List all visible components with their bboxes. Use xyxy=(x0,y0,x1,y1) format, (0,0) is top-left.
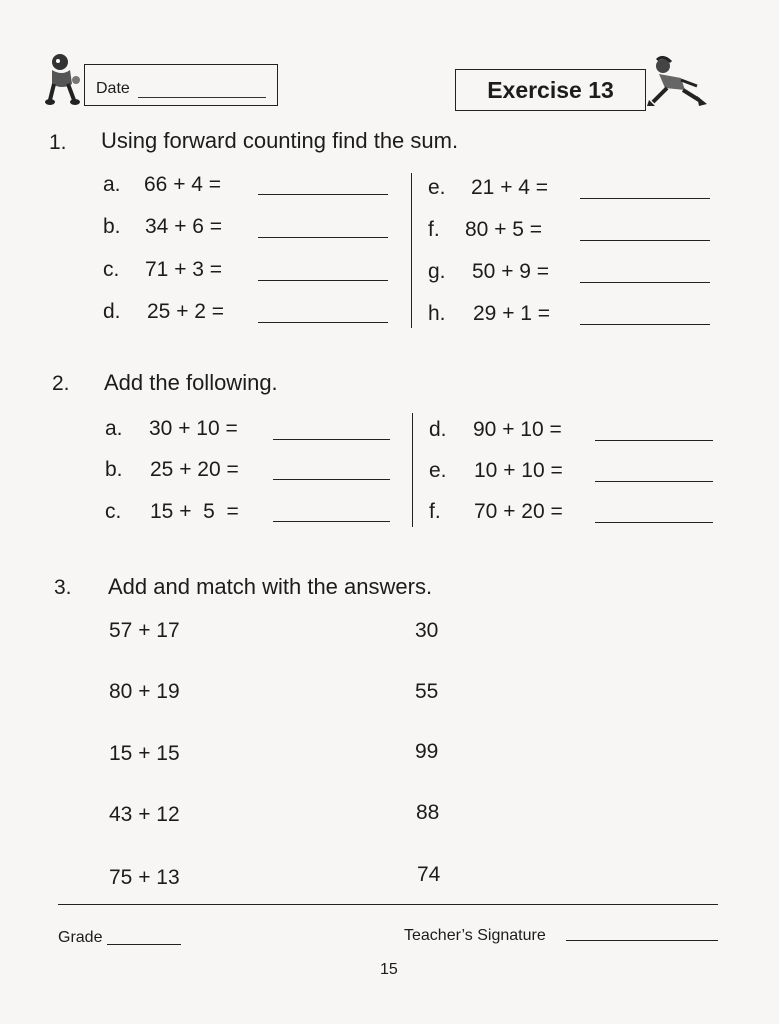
footer-divider xyxy=(58,904,718,905)
q2-letter-d: d. xyxy=(429,418,447,441)
q3-sum-3[interactable]: 15 + 15 xyxy=(109,742,180,765)
q2-answer-a[interactable] xyxy=(273,439,390,440)
page-number: 15 xyxy=(380,961,398,978)
q3-title: Add and match with the answers. xyxy=(108,574,433,599)
grade-label: Grade xyxy=(58,929,103,946)
q1-answer-c[interactable] xyxy=(258,280,388,281)
q1-number: 1. xyxy=(49,131,67,154)
q2-expr-a: 30 + 10 = xyxy=(149,417,238,440)
q1-letter-c: c. xyxy=(103,258,120,281)
q2-expr-c: 15 + 5 = xyxy=(150,500,239,523)
q3-answer-3[interactable]: 99 xyxy=(415,740,439,763)
q2-divider xyxy=(412,413,413,527)
q3-answer-1[interactable]: 30 xyxy=(415,619,439,642)
q2-expr-e: 10 + 10 = xyxy=(474,459,563,482)
q2-letter-e: e. xyxy=(429,459,447,482)
q1-answer-h[interactable] xyxy=(580,324,710,325)
q1-expr-a: 66 + 4 = xyxy=(144,173,222,196)
grade-field[interactable] xyxy=(107,944,181,945)
q1-letter-g: g. xyxy=(428,260,446,283)
q1-letter-h: h. xyxy=(428,302,446,325)
q1-expr-f: 80 + 5 = xyxy=(465,218,543,241)
q2-expr-f: 70 + 20 = xyxy=(474,500,563,523)
q1-title: Using forward counting find the sum. xyxy=(101,128,459,153)
q1-expr-e: 21 + 4 = xyxy=(471,176,549,199)
q1-answer-a[interactable] xyxy=(258,194,388,195)
q1-answer-d[interactable] xyxy=(258,322,388,323)
q2-answer-f[interactable] xyxy=(595,522,713,523)
q1-letter-e: e. xyxy=(428,176,446,199)
q2-letter-c: c. xyxy=(105,500,122,523)
q3-answer-2[interactable]: 55 xyxy=(415,680,439,703)
q1-expr-g: 50 + 9 = xyxy=(472,260,550,283)
q1-expr-b: 34 + 6 = xyxy=(145,215,223,238)
q3-number: 3. xyxy=(54,576,72,599)
q1-answer-e[interactable] xyxy=(580,198,710,199)
q2-expr-d: 90 + 10 = xyxy=(473,418,562,441)
q2-letter-b: b. xyxy=(105,458,123,481)
q2-letter-f: f. xyxy=(429,500,441,523)
q2-number: 2. xyxy=(52,372,70,395)
running-boy-icon xyxy=(645,56,711,113)
q3-sum-2[interactable]: 80 + 19 xyxy=(109,680,180,703)
q2-answer-d[interactable] xyxy=(595,440,713,441)
q3-sum-4[interactable]: 43 + 12 xyxy=(109,803,180,826)
mascot-icon xyxy=(44,50,84,113)
q3-answer-4[interactable]: 88 xyxy=(416,801,440,824)
q2-expr-b: 25 + 20 = xyxy=(150,458,239,481)
q1-expr-h: 29 + 1 = xyxy=(473,302,551,325)
q1-expr-d: 25 + 2 = xyxy=(147,300,225,323)
q3-answer-5[interactable]: 74 xyxy=(417,863,441,886)
q1-answer-b[interactable] xyxy=(258,237,388,238)
q1-letter-a: a. xyxy=(103,173,121,196)
q1-letter-b: b. xyxy=(103,215,121,238)
q3-sum-5[interactable]: 75 + 13 xyxy=(109,866,180,889)
q2-answer-e[interactable] xyxy=(595,481,713,482)
q1-answer-g[interactable] xyxy=(580,282,710,283)
q2-answer-b[interactable] xyxy=(273,479,390,480)
exercise-title: Exercise 13 xyxy=(455,69,646,111)
q1-answer-f[interactable] xyxy=(580,240,710,241)
q1-letter-d: d. xyxy=(103,300,121,323)
q2-answer-c[interactable] xyxy=(273,521,390,522)
date-field[interactable] xyxy=(138,97,266,98)
q1-divider xyxy=(411,173,412,328)
q2-letter-a: a. xyxy=(105,417,123,440)
q2-title: Add the following. xyxy=(104,370,278,395)
date-label: Date xyxy=(96,80,130,97)
q1-letter-f: f. xyxy=(428,218,440,241)
signature-field[interactable] xyxy=(566,940,718,941)
q3-sum-1[interactable]: 57 + 17 xyxy=(109,619,180,642)
signature-label: Teacher’s Signature xyxy=(404,927,546,944)
q1-expr-c: 71 + 3 = xyxy=(145,258,223,281)
